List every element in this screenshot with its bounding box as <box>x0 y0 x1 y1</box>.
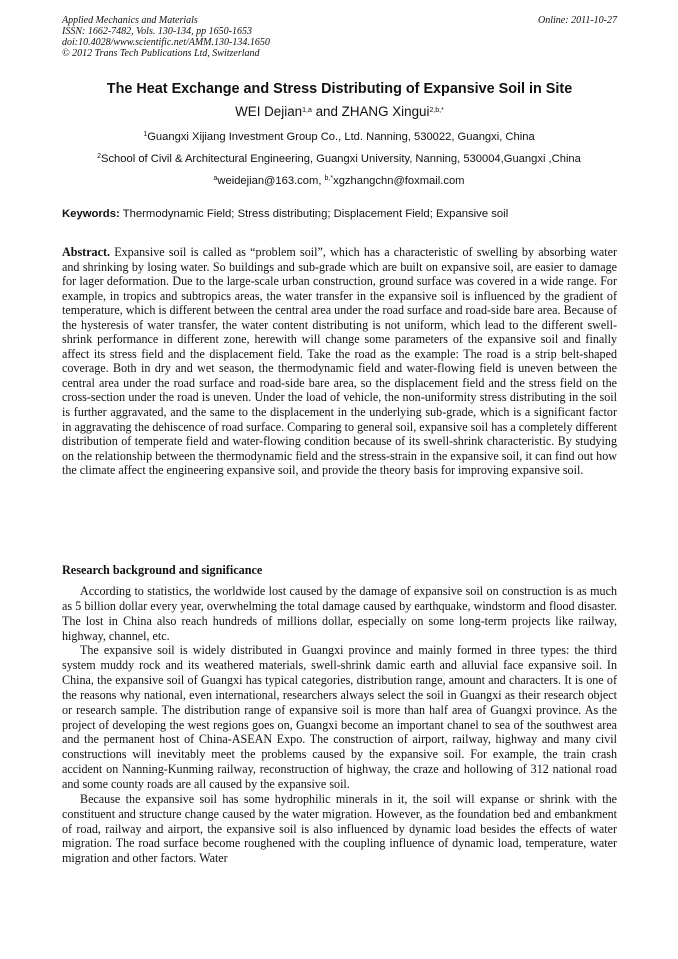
author-conjunction: and <box>311 104 342 119</box>
paper-title: The Heat Exchange and Stress Distributing of Expansive Soil in Site <box>106 81 573 97</box>
affiliation-2-sup: 2 <box>97 153 101 160</box>
abstract <box>62 245 617 478</box>
email-line <box>56 174 622 188</box>
affiliation-2 <box>56 152 622 166</box>
email-a: weidejian@163.com, <box>217 175 325 187</box>
issn-line: ISSN: 1662-7482, Vols. 130-134, pp 1650-1653 <box>62 26 252 37</box>
keywords-text: Thermodynamic Field; Stress distributing; Displacement Field; Expansive soil <box>119 208 509 220</box>
author-line <box>62 103 617 121</box>
author-1: WEI Dejian <box>235 104 303 119</box>
paragraph: The expansive soil is widely distributed in Guangxi province and mainly formed in three types: the third system muddy rock and its weathered materials, swell-shrink damic earth and alluvial face expansive soil. In China, the expansive soil of Guangxi has typical categories, distribution range, amount and characters. It is one of the reasons why national, even international, researchers always select the soil in Guangxi as their research object or research sample. The distribution range of expansive soil is more than half area of Guangxi province. As the project of developing the west regions goes on, Guangxi become an important chanel to sea of the southwest area and the permanent host of China-ASEAN Expo. The construction of airport, railway, highway and many civil constructions will inevitably meet the problems caused by the expansive soil. For example, the train crash accident on Nanning-Kunming railway, reconstruction of highway, the craze and hollowing of 312 national road and some county roads are all caused by the expansive soil. <box>62 643 617 791</box>
email-b: xgzhangchn@foxmail.com <box>333 175 465 187</box>
author-2: ZHANG Xingui <box>341 104 430 119</box>
abstract-text: Expansive soil is called as “problem soil”, which has a characteristic of swelling by absorbing water and shrinking by losing water. So buildings and sub-grade which are built on expansive soil, are easier to damage for lager deformation. Due to the large-scale urban construction, ground surface was covered in a wide range. For example, in tropics and subtropics areas, the water transfer in the expansive soil is influenced by the gradient of temperature, which is different between the central area under the road surface and road-side bare area. Because of the hysteresis of water transfer, the water content distributing is not uniform, which lead to the different swell-shrink performance in different zone, herewith will change some parameters of the expansive soil and finally affect its stress field and the displacement field. Take the road as the example: The road is a strip belt-shaped coverage. Both in dry and wet season, the thermodynamic field and water-flowing field is uneven between the central area under the road surface and road-side bare area, so the displacement field and the stress field on the cross-section under the road is uneven. Under the load of vehicle, the non-uniformity stress distributing in the soil is further aggravated, and the same to the displacement in the underlying sub-grade, which is a significant factor in aggravating the dehiscence of road surface. Comparing to general soil, expansive soil has a completely different distribution of temperate field and water-flowing condition because of its swell-shrink characteristic. By studying on the relationship between the thermodynamic field and the stress-strain in the expansive soil, it can find out how the climate affect the engineering expansive soil, and provide the theory basis for improving expansive soil. <box>62 245 617 478</box>
author-1-sup: 1,a <box>302 107 312 114</box>
section-heading: Research background and significance <box>62 563 263 577</box>
journal-header <box>62 15 617 59</box>
email-b-sup: b,* <box>324 175 334 182</box>
keywords-label: Keywords: <box>62 208 120 220</box>
author-2-sup: 2,b,* <box>429 107 444 114</box>
affiliation-1-text: Guangxi Xijiang Investment Group Co., Ltd. Nanning, 530022, Guangxi, China <box>147 131 535 143</box>
paragraph: Because the expansive soil has some hydrophilic minerals in it, the soil will expanse or shrink with the constituent and structure change caused by the water migration. However, as the foundation bed and embankment of road, railway and airport, the expansive soil is also influenced by dynamic load besides the effects of water migration. The road surface become roughened with the coupling influence of dynamic load, temperature, water migration and other factors. Water <box>62 791 617 866</box>
online-date: Online: 2011-10-27 <box>538 15 617 26</box>
email-a-sup: a <box>213 175 218 182</box>
paragraph: According to statistics, the worldwide lost caused by the damage of expansive soil on construction is as much as 5 billion dollar every year, overwhelming the total damage caused by earthquake, windstorm and flood disaster. The lost in China also reach hundreds of millions dollar, especially on some long-term projects like railway, highway, channel, etc. <box>62 584 617 643</box>
journal-name: Applied Mechanics and Materials <box>62 15 198 26</box>
section-body <box>62 584 617 866</box>
abstract-label: Abstract. <box>62 245 111 259</box>
doi-line: doi:10.4028/www.scientific.net/AMM.130-134.1650 <box>62 37 270 48</box>
keywords <box>62 207 617 221</box>
affiliation-2-text: School of Civil & Architectural Engineering, Guangxi University, Nanning, 530004,Guangxi ,China <box>101 153 581 165</box>
affiliation-1 <box>56 130 622 144</box>
copyright-line: © 2012 Trans Tech Publications Ltd, Switzerland <box>62 48 260 59</box>
affiliation-1-sup: 1 <box>143 131 148 138</box>
